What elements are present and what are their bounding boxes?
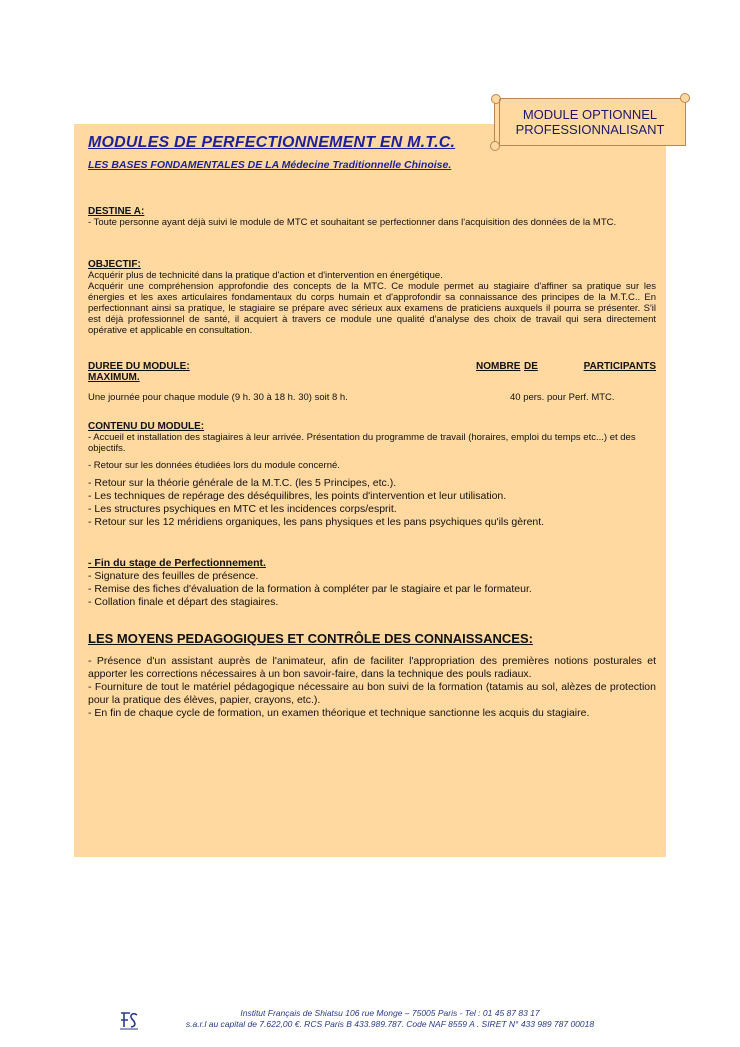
- page-title: MODULES DE PERFECTIONNEMENT EN M.T.C.: [88, 134, 456, 151]
- duree-heading: DUREE DU MODULE:: [88, 361, 190, 372]
- contenu-heading: CONTENU DU MODULE:: [88, 421, 205, 432]
- module-badge: [494, 98, 686, 146]
- objectif-line-1: Acquérir plus de technicité dans la pratique d'action et d'intervention en énergétique.: [88, 270, 443, 281]
- list-item: - Retour sur la théorie générale de la M.T.C. (les 5 Principes, etc.).: [88, 477, 397, 489]
- participants-heading-b: DE: [524, 361, 538, 372]
- badge-line-1: MODULE OPTIONNEL: [522, 107, 658, 122]
- footer-line-1: Institut Français de Shiatsu 106 rue Monge – 75005 Paris - Tel : 01 45 87 83 17: [240, 1008, 540, 1018]
- contenu-item-1: - Accueil et installation des stagiaires à leur arrivée. Présentation du programme de travail (horaires, emploi du temps etc...) et des objectifs.: [88, 432, 636, 454]
- participants-heading-a: NOMBRE: [476, 361, 521, 372]
- destine-heading: DESTINE A:: [88, 206, 145, 217]
- section-moyens: [88, 655, 656, 720]
- moyens-item-2: - Fourniture de tout le matériel pédagogique nécessaire au bon suivi de la formation (tatamis au sol, alèzes de protection pour la pratique des élèves, papier, crayons, etc.).: [88, 681, 656, 706]
- section-fin: [88, 557, 656, 609]
- section-objectif: [88, 259, 656, 336]
- institute-logo-icon: [118, 1009, 140, 1031]
- page-subtitle: LES BASES FONDAMENTALES DE LA Médecine Traditionnelle Chinoise.: [88, 159, 452, 171]
- scroll-curl-icon: [680, 93, 690, 103]
- footer-line-2: s.a.r.l au capital de 7.622,00 €. RCS Paris B 433.989.787. Code NAF 8559 A . SIRET N° 433 989 787 00018: [185, 1019, 595, 1029]
- destine-text: - Toute personne ayant déjà suivi le module de MTC et souhaitant se perfectionner dans l'acquisition des données de la MTC.: [88, 217, 617, 228]
- objectif-heading: OBJECTIF:: [88, 259, 141, 270]
- participants-text: 40 pers. pour Perf. MTC.: [510, 392, 615, 403]
- list-item: - Retour sur les 12 méridiens organiques, les pans physiques et les pans psychiques qu'ils gèrent.: [88, 516, 545, 528]
- contenu-item-2: - Retour sur les données étudiées lors du module concerné.: [88, 460, 340, 471]
- section-destine: [88, 206, 656, 228]
- list-item: - Les techniques de repérage des déséquilibres, les points d'intervention et leur utilisation.: [88, 490, 507, 502]
- section-contenu: [88, 421, 656, 529]
- moyens-item-1: - Présence d'un assistant auprès de l'animateur, afin de faciliter l'appropriation des premières notions posturales et apporter les corrections nécessaires à un bon savoir-faire, dans la technique des pouls radiaux.: [88, 655, 656, 680]
- duree-text: Une journée pour chaque module (9 h. 30 à 18 h. 30) soit 8 h.: [88, 392, 348, 403]
- moyens-item-3: - En fin de chaque cycle de formation, un examen théorique et technique sanctionne les acquis du stagiaire.: [88, 707, 590, 719]
- maximum-heading: MAXIMUM.: [88, 372, 140, 383]
- badge-line-2: PROFESSIONNALISANT: [515, 122, 665, 137]
- list-item: - Collation finale et départ des stagiaires.: [88, 596, 279, 608]
- list-item: - Les structures psychiques en MTC et les incidences corps/esprit.: [88, 503, 397, 515]
- objectif-line-2: Acquérir une compréhension approfondie des concepts de la MTC. Ce module permet au stagiaire d'affiner sa pratique sur les énergies et les axes articulaires fondamentaux du corps humain et d'approfondir sa connaissance des principes de la M.T.C.. En perfectionnant ainsi sa pratique, le stagiaire se prépare avec sérieux aux examens de praticiens auxquels il pourra se présenter. S'il est déjà professionnel de santé, il acquiert à travers ce module une qualité d'analyse des choix de travail qui sera directement opérative et applicable en consultation.: [88, 281, 656, 336]
- scroll-edge: [499, 99, 500, 145]
- fin-heading: - Fin du stage de Perfectionnement.: [88, 557, 266, 569]
- section-duree: [88, 361, 656, 406]
- list-item: - Signature des feuilles de présence.: [88, 570, 259, 582]
- moyens-heading: LES MOYENS PEDAGOGIQUES ET CONTRÔLE DES CONNAISSANCES:: [88, 631, 533, 646]
- list-item: - Remise des fiches d'évaluation de la formation à compléter par le stagiaire et par le formateur.: [88, 583, 532, 595]
- participants-heading-c: PARTICIPANTS: [583, 361, 656, 372]
